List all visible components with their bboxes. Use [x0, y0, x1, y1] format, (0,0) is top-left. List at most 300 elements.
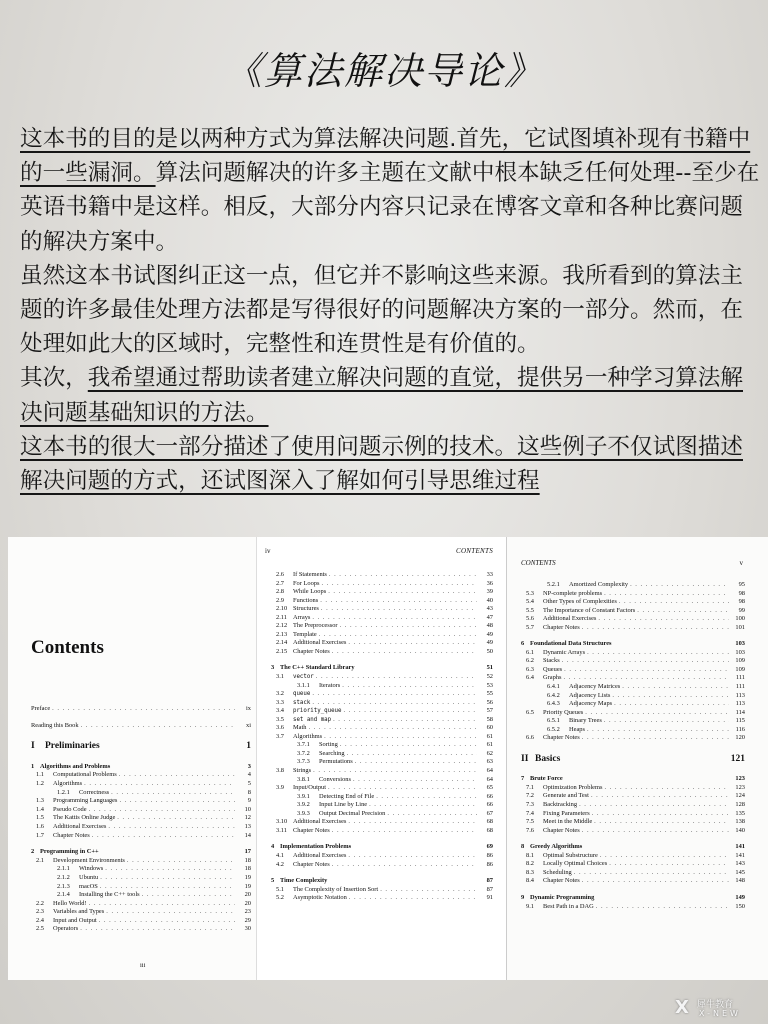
- toc-number: 6.1: [526, 648, 534, 656]
- toc-page-number: 48: [486, 622, 493, 630]
- toc-section: [271, 861, 493, 870]
- toc-title: Conversions: [319, 775, 351, 783]
- toc-page-number: 66: [486, 801, 493, 809]
- toc-page-number: 58: [486, 715, 493, 723]
- toc-section: [271, 631, 493, 640]
- toc-leader: [355, 758, 477, 767]
- intro-lead: 其次，: [20, 365, 88, 392]
- toc-page-number: 9: [247, 797, 251, 805]
- toc-section: [521, 810, 745, 819]
- toc-page-number: 68: [486, 826, 493, 834]
- toc-section: [521, 784, 745, 793]
- toc-title: Additional Exercises: [293, 818, 347, 826]
- toc-title: Additional Exercises: [293, 639, 347, 647]
- toc-page-v: [506, 537, 768, 980]
- toc-number: 2.1.4: [57, 891, 70, 899]
- toc-number: 5.1: [276, 885, 284, 893]
- toc-page-number: 100: [735, 615, 745, 623]
- toc-title: Pseudo Code: [53, 805, 87, 813]
- toc-section: [271, 776, 493, 785]
- toc-leader: [320, 597, 477, 606]
- toc-leader: [321, 580, 477, 589]
- toc-leader: [343, 707, 477, 716]
- toc-number: 4.1: [276, 851, 284, 859]
- toc-leader: [630, 581, 729, 590]
- toc-number: 9.1: [526, 902, 534, 910]
- toc-page-number: 61: [486, 741, 493, 749]
- toc-leader: [106, 908, 235, 917]
- toc-page-number: 114: [735, 708, 745, 716]
- toc-spacer: [271, 835, 493, 843]
- toc-title: Time Complexity: [280, 877, 328, 885]
- toc-title: Meet in the Middle: [543, 818, 593, 826]
- watermark-logo: [675, 995, 765, 1021]
- toc-title: Input Line by Line: [319, 801, 368, 809]
- toc-title: Preface: [31, 705, 51, 712]
- toc-number: 2.6: [276, 571, 284, 578]
- toc-number: 3.7.2: [297, 749, 310, 757]
- toc-title: The Complexity of Insertion Sort: [293, 885, 379, 893]
- toc-leader: [321, 605, 477, 614]
- toc-section: [271, 894, 493, 903]
- logo-name-en: X-NEW: [699, 1009, 741, 1018]
- toc-page-number: 30: [244, 925, 251, 933]
- toc-number: 3.7.3: [297, 758, 310, 766]
- toc-leader: [348, 852, 477, 861]
- toc-leader: [105, 865, 235, 874]
- toc-title: Fixing Parameters: [543, 809, 590, 817]
- toc-page-number: 53: [486, 681, 493, 689]
- toc-title: Best Path in a DAG: [543, 902, 594, 910]
- toc-title: Structures: [293, 605, 319, 613]
- toc-number: 1.5: [36, 814, 44, 822]
- toc-leader: [591, 792, 729, 801]
- toc-page-number: 120: [735, 734, 745, 742]
- toc-section: [31, 925, 251, 934]
- toc-page-number: 116: [735, 725, 745, 733]
- toc-page-number: ix: [246, 705, 251, 712]
- toc-section: [521, 683, 745, 692]
- toc-title: Chapter Notes: [543, 734, 580, 742]
- toc-leader: [309, 724, 478, 733]
- toc-leader: [376, 793, 477, 802]
- toc-leader: [582, 624, 729, 633]
- toc-number: 3.1.1: [297, 681, 310, 689]
- toc-title: Locally Optimal Choices: [543, 860, 608, 868]
- toc-page-number: 91: [486, 894, 493, 902]
- toc-number: 9: [521, 893, 525, 901]
- toc-title: Chapter Notes: [543, 826, 580, 834]
- toc-page-number: 145: [735, 868, 745, 876]
- toc-page-number: 39: [486, 588, 493, 596]
- toc-page-number: 49: [486, 639, 493, 647]
- toc-page-number: 51: [486, 664, 493, 672]
- toc-leader: [582, 827, 729, 836]
- toc-title: While Loops: [293, 588, 327, 596]
- toc-leader: [313, 767, 477, 776]
- toc-number: 5.7: [526, 623, 534, 631]
- toc-leader: [348, 818, 477, 827]
- toc-title: macOS: [79, 882, 98, 890]
- toc-spacer: [271, 869, 493, 877]
- toc-number: 8.4: [526, 877, 534, 885]
- toc-title: Graphs: [543, 674, 562, 682]
- toc-leader: [340, 622, 477, 631]
- toc-page-number: 141: [735, 843, 745, 851]
- toc-title: Preliminaries: [45, 741, 100, 752]
- toc-leader: [604, 590, 729, 599]
- toc-number: 7.1: [526, 783, 534, 791]
- toc-title: Scheduling: [543, 868, 572, 876]
- running-head: CONTENTS: [521, 559, 556, 567]
- toc-page-number: 29: [244, 916, 251, 924]
- toc-section: [521, 666, 745, 675]
- toc-page-number: 124: [735, 792, 745, 800]
- toc-title: Input/Output: [293, 784, 327, 792]
- toc-section: [521, 717, 745, 726]
- toc-number: 1.3: [36, 797, 44, 805]
- toc-page-number: 50: [486, 647, 493, 655]
- toc-number: 2.1.2: [57, 873, 70, 881]
- toc-page-number: 135: [735, 809, 745, 817]
- toc-section: [271, 741, 493, 750]
- toc-section: [31, 865, 251, 874]
- toc-number: 8.2: [526, 860, 534, 868]
- toc-number: 2.8: [276, 588, 284, 596]
- page-folio: iv: [265, 547, 271, 555]
- toc-number: 1.2: [36, 779, 44, 787]
- toc-section: [521, 903, 745, 912]
- toc-page-number: 69: [486, 843, 493, 851]
- toc-number: 1: [31, 762, 35, 770]
- toc-leader: [594, 818, 729, 827]
- toc-leader: [614, 700, 729, 709]
- toc-number: 2.5: [36, 925, 44, 933]
- toc-number: 2.13: [276, 630, 288, 638]
- toc-title: Foundational Data Structures: [530, 640, 612, 648]
- toc-number: 8.3: [526, 868, 534, 876]
- toc-page-number: 98: [738, 598, 745, 606]
- toc-page-number: 113: [735, 700, 745, 708]
- toc-title: Input and Output: [53, 916, 97, 924]
- toc-leader: [353, 776, 477, 785]
- toc-leader: [319, 631, 477, 640]
- toc-chapter: [31, 763, 251, 772]
- toc-section: [521, 598, 745, 607]
- intro-paragraph-4: [20, 430, 760, 498]
- toc-page-number: 14: [244, 831, 251, 839]
- toc-chapter: [521, 894, 745, 903]
- toc-page-number: 87: [486, 877, 493, 885]
- toc-section: [271, 793, 493, 802]
- toc-leader: [582, 877, 729, 886]
- toc-title: Optimal Substructure: [543, 851, 598, 859]
- toc-leader: [619, 598, 729, 607]
- toc-section: [271, 801, 493, 810]
- intro-paragraph-1: [20, 122, 760, 259]
- toc-number: 6.2: [526, 657, 534, 665]
- toc-number: 6.4.2: [547, 691, 560, 699]
- toc-page-number: 20: [244, 891, 251, 899]
- toc-title: Algorithms: [293, 732, 323, 740]
- toc-leader: [637, 607, 729, 616]
- toc-number: 3.4: [276, 707, 284, 715]
- toc-leader: [119, 797, 235, 806]
- toc-title: Implementation Problems: [280, 843, 352, 851]
- toc-leader: [563, 674, 729, 683]
- toc-title: Computational Problems: [53, 771, 117, 779]
- toc-title: Arrays: [293, 613, 311, 621]
- toc-spacer: [521, 763, 745, 775]
- toc-title: Reading this Book: [31, 721, 79, 729]
- toc-title: Detecting End of File: [319, 792, 375, 800]
- running-head: CONTENTS: [455, 547, 493, 555]
- toc-title: Installing the C++ tools: [79, 891, 140, 899]
- toc-leader: [600, 852, 729, 861]
- toc-page-number: 20: [244, 899, 251, 907]
- toc-page-number: 43: [486, 605, 493, 613]
- toc-spacer: [31, 714, 251, 722]
- toc-section: [271, 784, 493, 793]
- toc-number: 3.7.1: [297, 741, 310, 749]
- toc-section: [521, 734, 745, 743]
- toc-title: Additional Exercises: [543, 615, 597, 623]
- toc-number: 2.1.1: [57, 865, 70, 873]
- toc-title: Optimization Problems: [543, 783, 603, 791]
- toc-number: 6.4.3: [547, 700, 560, 708]
- toc-section: [31, 823, 251, 832]
- toc-spacer: [271, 656, 493, 664]
- toc-leader: [328, 784, 477, 793]
- toc-leader: [312, 614, 477, 623]
- toc-number: 3.6: [276, 724, 284, 732]
- toc-page-number: 13: [244, 822, 251, 830]
- toc-section: [521, 692, 745, 701]
- toc-number: 2.11: [276, 613, 287, 621]
- toc-leader: [333, 716, 477, 725]
- toc-leader: [622, 683, 729, 692]
- toc-leader: [596, 903, 729, 912]
- toc-section: [271, 639, 493, 648]
- toc-section: [31, 891, 251, 900]
- toc-page-number: 123: [735, 783, 745, 791]
- toc-chapter: [521, 775, 745, 784]
- page-folio: v: [739, 559, 743, 567]
- toc-title: If Statements: [293, 571, 327, 578]
- toc-spacer: [521, 632, 745, 640]
- toc-leader: [340, 741, 477, 750]
- toc-title: Chapter Notes: [53, 831, 90, 839]
- toc-number: 6.5.2: [547, 725, 560, 733]
- toc-leader: [100, 883, 235, 892]
- toc-spacer: [31, 840, 251, 848]
- toc-title: vector: [293, 674, 314, 681]
- toc-leader: [89, 806, 235, 815]
- toc-section: [521, 590, 745, 599]
- toc-number: 3.8.1: [297, 775, 310, 783]
- toc-leader: [349, 894, 477, 903]
- toc-number: 4: [271, 843, 275, 851]
- toc-number: 3.8: [276, 767, 284, 775]
- toc-number: 3.3: [276, 698, 284, 706]
- toc-section: [31, 874, 251, 883]
- toc-title: Amortized Complexity: [569, 581, 629, 588]
- toc-page-number: 3: [247, 762, 251, 770]
- toc-title: Backtracking: [543, 801, 578, 809]
- toc-section: [31, 771, 251, 780]
- toc-number: 3.9.1: [297, 792, 310, 800]
- toc-page-number: 113: [735, 691, 745, 699]
- toc-section: [521, 818, 745, 827]
- toc-list: [271, 571, 493, 903]
- toc-title: set and map: [293, 716, 332, 723]
- toc-page-number: 149: [735, 893, 745, 901]
- toc-title: The Preprocessor: [293, 622, 338, 630]
- toc-title: NP-complete problems: [543, 589, 603, 597]
- toc-page-number: 95: [738, 581, 745, 588]
- toc-spacer: [521, 835, 745, 843]
- toc-section: [271, 818, 493, 827]
- toc-title: Additional Exercises: [293, 851, 347, 859]
- toc-number: 2.12: [276, 622, 288, 630]
- toc-chapter: [31, 848, 251, 857]
- toc-number: 1.2.1: [57, 788, 70, 796]
- toc-section: [521, 801, 745, 810]
- toc-number: 2.10: [276, 605, 288, 613]
- toc-number: 2.2: [36, 899, 44, 907]
- toc-section: [31, 908, 251, 917]
- toc-title: Adjacency Lists: [569, 691, 611, 699]
- toc-section: [521, 700, 745, 709]
- toc-section: [31, 705, 251, 714]
- toc-leader: [142, 891, 235, 900]
- toc-section: [271, 690, 493, 699]
- toc-chapter: [271, 843, 493, 852]
- toc-leader: [347, 750, 477, 759]
- toc-number: 7.3: [526, 801, 534, 809]
- toc-section: [31, 789, 251, 798]
- toc-title: For Loops: [293, 579, 320, 587]
- toc-title: Generate and Test: [543, 792, 589, 800]
- toc-number: 2.3: [36, 908, 44, 916]
- toc-page-number: 68: [486, 818, 493, 826]
- toc-leader: [612, 692, 729, 701]
- toc-number: 6.4.1: [547, 683, 560, 691]
- toc-section: [521, 709, 745, 718]
- toc-page-number: 40: [486, 596, 493, 604]
- toc-number: 2.14: [276, 639, 288, 647]
- toc-page-number: 109: [735, 657, 745, 665]
- toc-title: Dynamic Programming: [530, 893, 595, 901]
- toc-title: Iterators: [319, 681, 341, 689]
- toc-section: [271, 622, 493, 631]
- toc-leader: [587, 649, 729, 658]
- toc-leader: [562, 657, 729, 666]
- intro-sentence-underlined: 这本书的很大一部分描述了使用问题示例的技术。这些例子不仅试图描述解决问题的方式，还试图深入了解如何引导思维过程: [20, 433, 743, 495]
- toc-title: Strings: [293, 767, 312, 775]
- toc-number: 6.5: [526, 708, 534, 716]
- toc-page-number: 18: [244, 856, 251, 864]
- toc-number: 5: [271, 877, 275, 885]
- toc-number: 2.4: [36, 916, 44, 924]
- toc-section: [271, 733, 493, 742]
- toc-leader: [328, 588, 477, 597]
- toc-section: [271, 767, 493, 776]
- toc-section: [31, 883, 251, 892]
- intro-text: [20, 122, 760, 498]
- toc-page-number: 111: [735, 674, 745, 682]
- toc-number: 5.6: [526, 615, 534, 623]
- toc-page-number: 36: [486, 579, 493, 587]
- toc-page-number: 55: [486, 690, 493, 698]
- toc-page-number: 4: [247, 771, 251, 779]
- toc-page-number: 143: [735, 860, 745, 868]
- toc-page-number: 19: [244, 873, 251, 881]
- toc-page-number: 52: [486, 673, 493, 681]
- toc-title: Algorithms: [53, 779, 83, 787]
- toc-leader: [369, 801, 477, 810]
- toc-leader: [342, 682, 477, 691]
- toc-title: Chapter Notes: [293, 860, 330, 868]
- toc-number: 7.4: [526, 809, 534, 817]
- toc-page-number: 123: [735, 775, 745, 783]
- toc-page-number: 17: [244, 848, 251, 856]
- toc-number: II: [521, 753, 529, 764]
- toc-section: [271, 750, 493, 759]
- toc-section: [521, 581, 745, 590]
- toc-spacer: [521, 886, 745, 894]
- toc-leader: [119, 771, 235, 780]
- toc-page-number: 103: [735, 648, 745, 656]
- toc-leader: [564, 666, 729, 675]
- toc-title: Programming Languages: [53, 797, 118, 805]
- toc-leader: [604, 784, 729, 793]
- toc-number: 7.2: [526, 792, 534, 800]
- toc-page-number: 141: [735, 851, 745, 859]
- toc-leader: [99, 917, 235, 926]
- toc-number: 7: [521, 775, 525, 783]
- toc-title: The C++ Standard Library: [280, 664, 355, 672]
- toc-number: 8: [521, 843, 525, 851]
- toc-page-iii: [8, 537, 256, 980]
- toc-page-number: 98: [738, 589, 745, 597]
- intro-sentence-underlined: 我希望通过帮助读者建立解决问题的直觉，提供另一种学习算法解决问题基础知识的方法。: [20, 365, 743, 426]
- toc-section: [271, 588, 493, 597]
- toc-chapter: [521, 640, 745, 649]
- toc-page-number: 111: [735, 683, 745, 691]
- toc-page-number: 18: [244, 865, 251, 873]
- intro-paragraph-2: 虽然这本书试图纠正这一点，但它并不影响这些来源。我所看到的算法主题的许多最佳处理方法都是写得很好的问题解决方案的一部分。然而，在处理如此大的区域时，完整性和连贯性是有价值的。: [20, 262, 743, 358]
- toc-number: 2: [31, 848, 35, 856]
- toc-page-number: 67: [486, 809, 493, 817]
- contents-heading: Contents: [31, 637, 104, 658]
- toc-title: Hello World!: [53, 899, 87, 907]
- toc-title: Sorting: [319, 741, 338, 749]
- toc-chapter: [521, 843, 745, 852]
- toc-leader: [609, 860, 729, 869]
- toc-page-number: 64: [486, 775, 493, 783]
- toc-leader: [80, 925, 235, 934]
- document-title: 《算法解决导论》: [223, 49, 544, 93]
- toc-title: Brute Force: [530, 775, 563, 783]
- toc-number: 3.9.3: [297, 809, 310, 817]
- toc-leader: [604, 717, 729, 726]
- toc-title: Stacks: [543, 657, 560, 665]
- intro-paragraph-3: [20, 361, 760, 429]
- toc-section: [271, 827, 493, 836]
- toc-page-number: 33: [486, 571, 493, 578]
- toc-page-number: 62: [486, 749, 493, 757]
